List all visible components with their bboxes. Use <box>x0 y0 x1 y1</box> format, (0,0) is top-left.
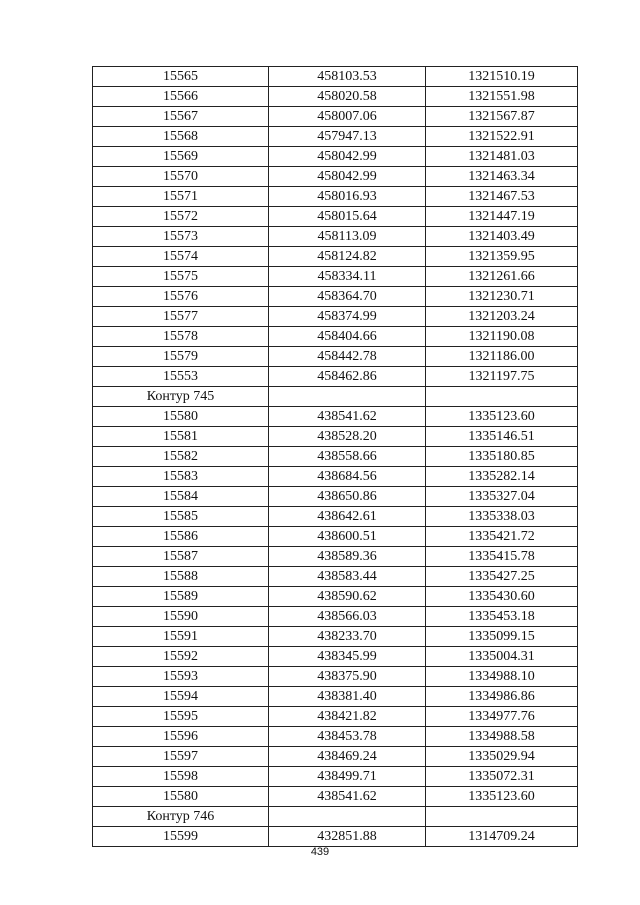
x-coordinate-cell: 438541.62 <box>269 407 426 427</box>
x-coordinate-cell: 458042.99 <box>269 167 426 187</box>
y-coordinate-cell: 1321230.71 <box>426 287 578 307</box>
table-row <box>93 407 578 427</box>
point-id-cell: 15582 <box>93 447 269 467</box>
y-coordinate-cell: 1334986.86 <box>426 687 578 707</box>
y-coordinate-cell: 1335430.60 <box>426 587 578 607</box>
table-row <box>93 567 578 587</box>
point-id-cell: 15577 <box>93 307 269 327</box>
empty-cell <box>269 807 426 827</box>
y-coordinate-cell: 1321467.53 <box>426 187 578 207</box>
x-coordinate-cell: 458364.70 <box>269 287 426 307</box>
x-coordinate-cell: 432851.88 <box>269 827 426 847</box>
point-id-cell: 15585 <box>93 507 269 527</box>
y-coordinate-cell: 1335029.94 <box>426 747 578 767</box>
x-coordinate-cell: 458113.09 <box>269 227 426 247</box>
contour-label: Контур 746 <box>93 807 269 827</box>
y-coordinate-cell: 1321359.95 <box>426 247 578 267</box>
contour-header-row <box>93 807 578 827</box>
point-id-cell: 15576 <box>93 287 269 307</box>
x-coordinate-cell: 438381.40 <box>269 687 426 707</box>
table-row <box>93 527 578 547</box>
table-row <box>93 587 578 607</box>
x-coordinate-cell: 438528.20 <box>269 427 426 447</box>
x-coordinate-cell: 458334.11 <box>269 267 426 287</box>
x-coordinate-cell: 458103.53 <box>269 67 426 87</box>
point-id-cell: 15587 <box>93 547 269 567</box>
table-row <box>93 127 578 147</box>
contour-header-row <box>93 387 578 407</box>
x-coordinate-cell: 438541.62 <box>269 787 426 807</box>
point-id-cell: 15566 <box>93 87 269 107</box>
x-coordinate-cell: 438375.90 <box>269 667 426 687</box>
x-coordinate-cell: 457947.13 <box>269 127 426 147</box>
y-coordinate-cell: 1335004.31 <box>426 647 578 667</box>
table-row <box>93 727 578 747</box>
page-number: 439 <box>310 846 330 858</box>
x-coordinate-cell: 438345.99 <box>269 647 426 667</box>
point-id-cell: 15569 <box>93 147 269 167</box>
point-id-cell: 15575 <box>93 267 269 287</box>
point-id-cell: 15580 <box>93 407 269 427</box>
y-coordinate-cell: 1314709.24 <box>426 827 578 847</box>
point-id-cell: 15588 <box>93 567 269 587</box>
y-coordinate-cell: 1335453.18 <box>426 607 578 627</box>
table-row <box>93 747 578 767</box>
point-id-cell: 15583 <box>93 467 269 487</box>
point-id-cell: 15597 <box>93 747 269 767</box>
point-id-cell: 15584 <box>93 487 269 507</box>
table-row <box>93 827 578 847</box>
y-coordinate-cell: 1335282.14 <box>426 467 578 487</box>
y-coordinate-cell: 1321510.19 <box>426 67 578 87</box>
x-coordinate-cell: 438650.86 <box>269 487 426 507</box>
point-id-cell: 15565 <box>93 67 269 87</box>
table-row <box>93 347 578 367</box>
table-row <box>93 547 578 567</box>
point-id-cell: 15589 <box>93 587 269 607</box>
y-coordinate-cell: 1335421.72 <box>426 527 578 547</box>
y-coordinate-cell: 1321551.98 <box>426 87 578 107</box>
y-coordinate-cell: 1335146.51 <box>426 427 578 447</box>
point-id-cell: 15571 <box>93 187 269 207</box>
y-coordinate-cell: 1334977.76 <box>426 707 578 727</box>
table-row <box>93 767 578 787</box>
point-id-cell: 15578 <box>93 327 269 347</box>
point-id-cell: 15568 <box>93 127 269 147</box>
contour-label: Контур 745 <box>93 387 269 407</box>
table-row <box>93 367 578 387</box>
table-row <box>93 787 578 807</box>
point-id-cell: 15593 <box>93 667 269 687</box>
point-id-cell: 15579 <box>93 347 269 367</box>
y-coordinate-cell: 1335327.04 <box>426 487 578 507</box>
y-coordinate-cell: 1321481.03 <box>426 147 578 167</box>
y-coordinate-cell: 1335123.60 <box>426 407 578 427</box>
x-coordinate-cell: 458016.93 <box>269 187 426 207</box>
point-id-cell: 15595 <box>93 707 269 727</box>
y-coordinate-cell: 1321463.34 <box>426 167 578 187</box>
point-id-cell: 15586 <box>93 527 269 547</box>
x-coordinate-cell: 458015.64 <box>269 207 426 227</box>
x-coordinate-cell: 458042.99 <box>269 147 426 167</box>
table-row <box>93 707 578 727</box>
x-coordinate-cell: 458007.06 <box>269 107 426 127</box>
table-row <box>93 187 578 207</box>
table-row <box>93 687 578 707</box>
empty-cell <box>269 387 426 407</box>
y-coordinate-cell: 1335180.85 <box>426 447 578 467</box>
coordinates-table <box>92 66 578 847</box>
table-row <box>93 67 578 87</box>
x-coordinate-cell: 458462.86 <box>269 367 426 387</box>
point-id-cell: 15581 <box>93 427 269 447</box>
y-coordinate-cell: 1321186.00 <box>426 347 578 367</box>
point-id-cell: 15598 <box>93 767 269 787</box>
table-row <box>93 467 578 487</box>
table-row <box>93 207 578 227</box>
point-id-cell: 15594 <box>93 687 269 707</box>
y-coordinate-cell: 1334988.10 <box>426 667 578 687</box>
y-coordinate-cell: 1321197.75 <box>426 367 578 387</box>
point-id-cell: 15573 <box>93 227 269 247</box>
table-row <box>93 147 578 167</box>
point-id-cell: 15591 <box>93 627 269 647</box>
point-id-cell: 15574 <box>93 247 269 267</box>
y-coordinate-cell: 1335123.60 <box>426 787 578 807</box>
table-row <box>93 647 578 667</box>
y-coordinate-cell: 1335072.31 <box>426 767 578 787</box>
x-coordinate-cell: 438499.71 <box>269 767 426 787</box>
y-coordinate-cell: 1321203.24 <box>426 307 578 327</box>
point-id-cell: 15572 <box>93 207 269 227</box>
table-row <box>93 267 578 287</box>
table-row <box>93 427 578 447</box>
empty-cell <box>426 387 578 407</box>
x-coordinate-cell: 438590.62 <box>269 587 426 607</box>
table-row <box>93 447 578 467</box>
y-coordinate-cell: 1335099.15 <box>426 627 578 647</box>
y-coordinate-cell: 1335338.03 <box>426 507 578 527</box>
x-coordinate-cell: 458374.99 <box>269 307 426 327</box>
x-coordinate-cell: 438589.36 <box>269 547 426 567</box>
x-coordinate-cell: 438233.70 <box>269 627 426 647</box>
table-row <box>93 487 578 507</box>
table-row <box>93 287 578 307</box>
y-coordinate-cell: 1321190.08 <box>426 327 578 347</box>
y-coordinate-cell: 1321403.49 <box>426 227 578 247</box>
point-id-cell: 15596 <box>93 727 269 747</box>
y-coordinate-cell: 1335415.78 <box>426 547 578 567</box>
x-coordinate-cell: 458124.82 <box>269 247 426 267</box>
x-coordinate-cell: 438558.66 <box>269 447 426 467</box>
table-row <box>93 87 578 107</box>
y-coordinate-cell: 1335427.25 <box>426 567 578 587</box>
x-coordinate-cell: 438566.03 <box>269 607 426 627</box>
table-row <box>93 307 578 327</box>
point-id-cell: 15592 <box>93 647 269 667</box>
x-coordinate-cell: 438583.44 <box>269 567 426 587</box>
table-row <box>93 667 578 687</box>
y-coordinate-cell: 1321447.19 <box>426 207 578 227</box>
x-coordinate-cell: 458020.58 <box>269 87 426 107</box>
x-coordinate-cell: 458442.78 <box>269 347 426 367</box>
x-coordinate-cell: 438642.61 <box>269 507 426 527</box>
x-coordinate-cell: 458404.66 <box>269 327 426 347</box>
table-row <box>93 627 578 647</box>
table-row <box>93 327 578 347</box>
x-coordinate-cell: 438684.56 <box>269 467 426 487</box>
table-row <box>93 227 578 247</box>
point-id-cell: 15553 <box>93 367 269 387</box>
table-row <box>93 507 578 527</box>
y-coordinate-cell: 1334988.58 <box>426 727 578 747</box>
empty-cell <box>426 807 578 827</box>
table-row <box>93 607 578 627</box>
coordinates-table-body <box>93 67 578 847</box>
point-id-cell: 15599 <box>93 827 269 847</box>
point-id-cell: 15567 <box>93 107 269 127</box>
y-coordinate-cell: 1321567.87 <box>426 107 578 127</box>
x-coordinate-cell: 438453.78 <box>269 727 426 747</box>
point-id-cell: 15580 <box>93 787 269 807</box>
x-coordinate-cell: 438600.51 <box>269 527 426 547</box>
table-row <box>93 247 578 267</box>
y-coordinate-cell: 1321261.66 <box>426 267 578 287</box>
point-id-cell: 15570 <box>93 167 269 187</box>
y-coordinate-cell: 1321522.91 <box>426 127 578 147</box>
table-row <box>93 107 578 127</box>
x-coordinate-cell: 438469.24 <box>269 747 426 767</box>
x-coordinate-cell: 438421.82 <box>269 707 426 727</box>
table-row <box>93 167 578 187</box>
point-id-cell: 15590 <box>93 607 269 627</box>
